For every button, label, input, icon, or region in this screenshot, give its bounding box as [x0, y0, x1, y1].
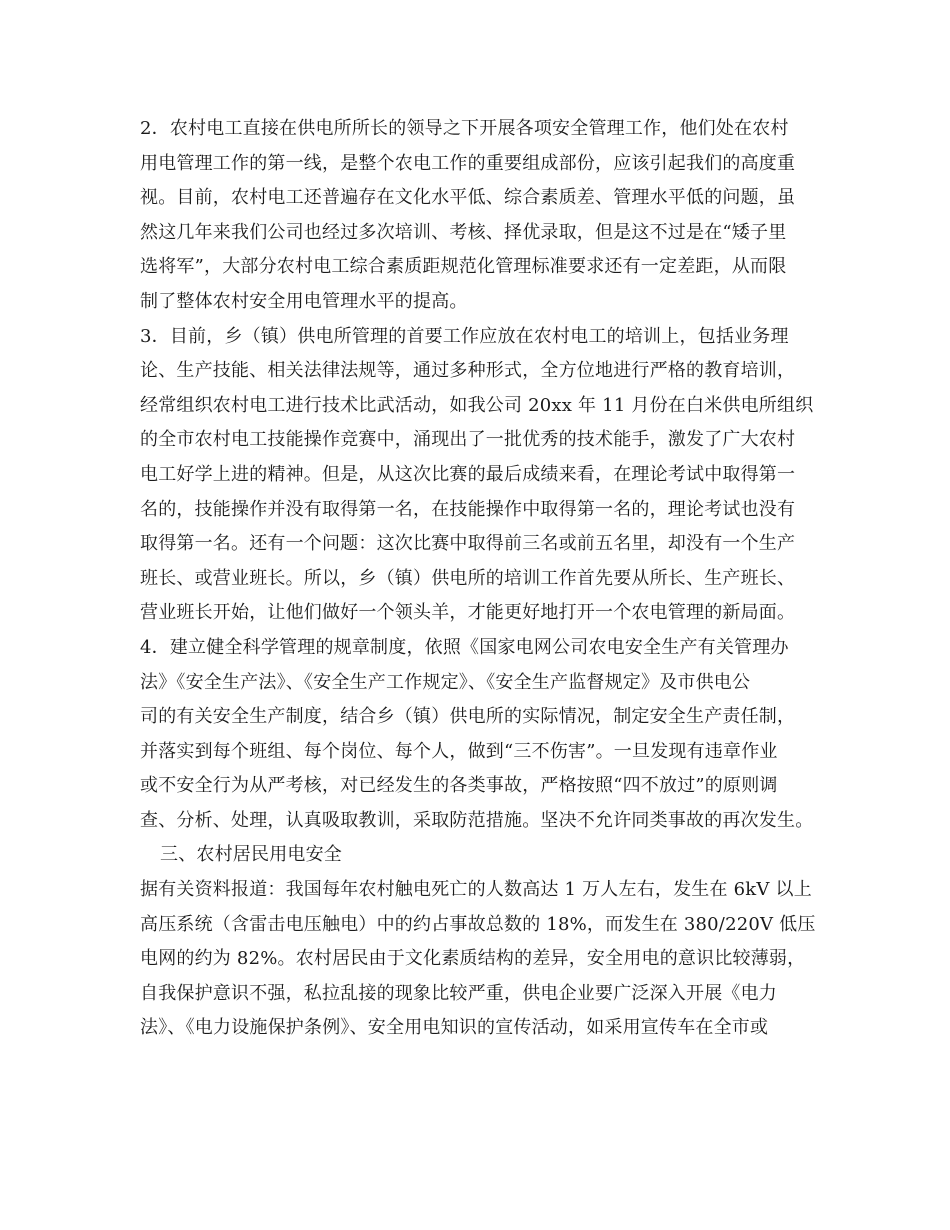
- text-line: 的全市农村电工技能操作竞赛中，涌现出了一批优秀的技术能手，激发了广大农村: [140, 429, 796, 451]
- text-line: 4．建立健全科学管理的规章制度，依照《国家电网公司农电安全生产有关管理办: [140, 636, 789, 658]
- text-line: 用电管理工作的第一线，是整个农电工作的重要组成部份，应该引起我们的高度重: [140, 152, 796, 174]
- text-line: 2．农村电工直接在供电所所长的领导之下开展各项安全管理工作，他们处在农村: [140, 118, 789, 139]
- document-body: [140, 112, 830, 1046]
- text-line: 据有关资料报道：我国每年农村触电死亡的人数高达 1 万人左右，发生在 6kV 以上: [140, 879, 812, 901]
- text-line: 高压系统（含雷击电压触电）中的约占事故总数的 18%，而发生在 380/220V 低压: [140, 913, 816, 935]
- text-line: 营业班长开始，让他们做好一个领头羊，才能更好地打开一个农电管理的新局面。: [140, 602, 796, 624]
- text-line: 制了整体农村安全用电管理水平的提高。: [140, 290, 468, 312]
- text-line: 司的有关安全生产制度，结合乡（镇）供电所的实际情况，制定安全生产责任制，: [140, 706, 796, 728]
- text-line: 取得第一名。还有一个问题：这次比赛中取得前三名或前五名里，却没有一个生产: [140, 533, 796, 555]
- section-heading: 三、农村居民用电安全: [160, 844, 342, 866]
- text-line: 电网的约为 82%。农村居民由于文化素质结构的差异，安全用电的意识比较薄弱，: [140, 948, 806, 970]
- text-line: 经常组织农村电工进行技术比武活动，如我公司 20xx 年 11 月份在白米供电所组织: [140, 394, 814, 416]
- text-line: 查、分析、处理，认真吸取教训，采取防范措施。坚决不允许同类事故的再次发生。: [140, 809, 814, 831]
- text-line: 论、生产技能、相关法律法规等，通过多种形式，全方位地进行严格的教育培训，: [140, 360, 796, 382]
- text-line: 并落实到每个班组、每个岗位、每个人，做到“三不伤害”。一旦发现有违章作业: [140, 740, 778, 762]
- text-line: 法》、《电力设施保护条例》、安全用电知识的宣传活动，如采用宣传车在全市或: [140, 1017, 769, 1039]
- text-line: 电工好学上进的精神。但是，从这次比赛的最后成绩来看，在理论考试中取得第一: [140, 463, 796, 485]
- text-line: 法》《安全生产法》、《安全生产工作规定》、《安全生产监督规定》及市供电公: [140, 671, 751, 693]
- text-line: 选将军”，大部分农村电工综合素质距规范化管理标准要求还有一定差距，从而限: [140, 256, 787, 278]
- text-line: 视。目前，农村电工还普遍存在文化水平低、综合素质差、管理水平低的问题，虽: [140, 187, 796, 209]
- text-line: 3．目前，乡（镇）供电所管理的首要工作应放在农村电工的培训上，包括业务理: [140, 325, 789, 347]
- text-line: 自我保护意识不强，私拉乱接的现象比较严重，供电企业要广泛深入开展《电力: [140, 982, 777, 1004]
- text-line: 或不安全行为从严考核，对已经发生的各类事故，严格按照“四不放过”的原则调: [140, 775, 778, 797]
- text-line: 名的，技能操作并没有取得第一名，在技能操作中取得第一名的，理论考试也没有: [140, 498, 796, 520]
- text-line: 然这几年来我们公司也经过多次培训、考核、择优录取，但是这不过是在“矮子里: [140, 221, 787, 243]
- text-line: 班长、或营业班长。所以，乡（镇）供电所的培训工作首先要从所长、生产班长、: [140, 567, 796, 589]
